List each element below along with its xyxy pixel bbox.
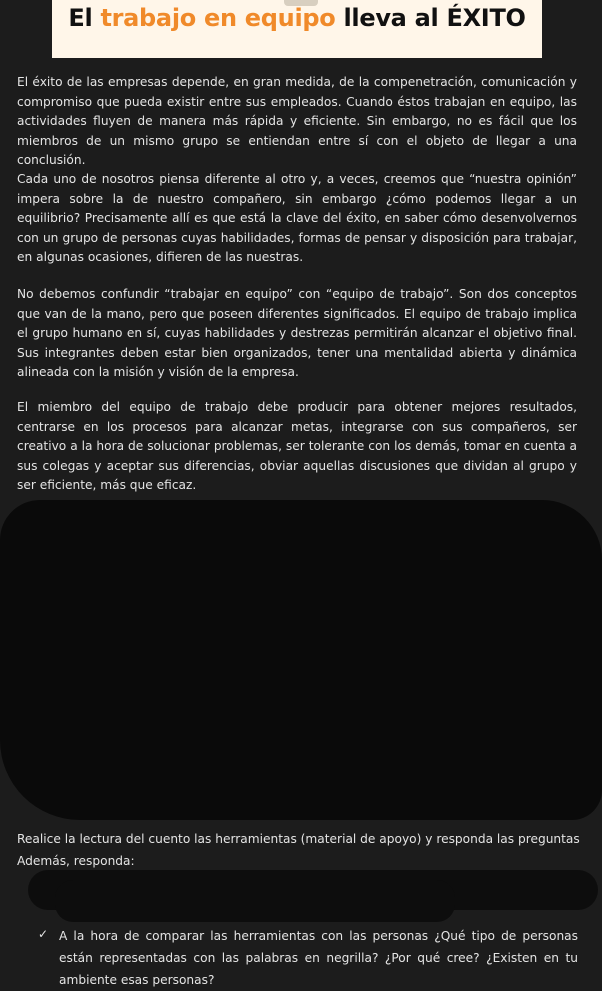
question-text: A la hora de comparar las herramientas con las personas ¿Qué tipo de personas están representadas con las palabras en negrilla? ¿Por qué cree? ¿Existen en tu ambiente esas personas? xyxy=(59,929,578,987)
title-highlight: trabajo en equipo xyxy=(100,4,336,32)
paragraph-4: El miembro del equipo de trabajo debe producir para obtener mejores resultados, centrarse en los procesos para alcanzar metas, integrarse con sus compañeros, ser creativo a la hora de solucionar problemas, ser tolerante con los demás, tomar en cuenta a sus colegas y aceptar sus diferencias, obviar aquellas discusiones que dividan al grupo y ser eficiente, más que eficaz. xyxy=(17,400,577,493)
ademas-label: Además, responda: xyxy=(17,854,135,868)
page-title xyxy=(52,4,542,32)
title-suffix: lleva al ÉXITO xyxy=(335,4,526,32)
paragraph-2: Cada uno de nosotros piensa diferente al otro y, a veces, creemos que “nuestra opinión” impera sobre la de nuestro compañero, sin embargo ¿cómo podemos llegar a un equilibrio? Precisamente allí es que está la clave del éxito, en saber cómo desenvolvernos con un grupo de personas cuyas habilidades, formas de pensar y disposición para trabajar, en algunas ocasiones, difieren de las nuestras. xyxy=(17,172,577,265)
redacted-area xyxy=(0,500,602,820)
question-item xyxy=(38,925,578,991)
instruction-text: Realice la lectura del cuento las herramientas (material de apoyo) y responda las preguntas xyxy=(17,832,580,846)
paragraph-3: No debemos confundir “trabajar en equipo” con “equipo de trabajo”. Son dos conceptos que van de la mano, pero que poseen diferentes significados. El equipo de trabajo implica el grupo humano en sí, cuyas habilidades y destrezas permitirán alcanzar el objetivo final. Sus integrantes deben estar bien organizados, tener una mentalidad abierta y dinámica alineada con la misión y visión de la empresa. xyxy=(17,287,577,380)
title-banner xyxy=(52,0,542,58)
check-icon: ✓ xyxy=(38,927,49,941)
title-prefix: El xyxy=(68,4,101,32)
paragraph-1: El éxito de las empresas depende, en gran medida, de la compenetración, comunicación y compromiso que pueda existir entre sus empleados. Cuando éstos trabajan en equipo, las actividades fluyen de manera más rápida y eficiente. Sin embargo, no es fácil que los miembros de un mismo grupo se entiendan entre sí con el objeto de llegar a una conclusión. xyxy=(17,75,577,168)
redacted-strip-2 xyxy=(55,880,455,922)
